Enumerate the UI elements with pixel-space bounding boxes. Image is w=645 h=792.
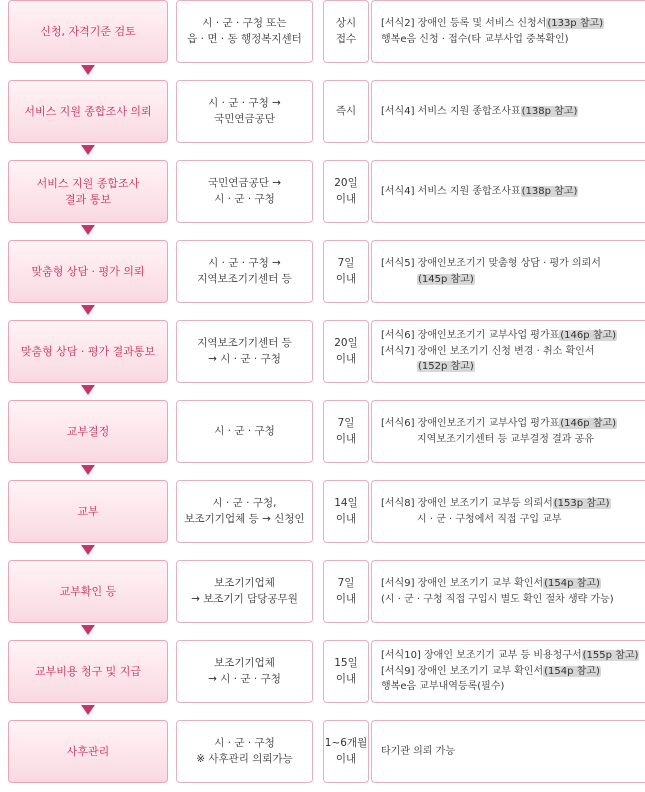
document-line: [381, 328, 645, 344]
flow-row: [0, 480, 645, 545]
step-name: 서비스 지원 종합조사 결과 통보: [8, 160, 168, 223]
document-line: [381, 416, 645, 432]
page-reference: (133p 참고): [547, 18, 604, 29]
document-text: 타기관 의뢰 가능: [381, 745, 455, 757]
step-documents: [371, 160, 645, 223]
step-actor: 시 · 군 · 구청: [176, 400, 313, 463]
step-actor: 시 · 군 · 구청 또는 읍 · 면 · 동 행정복지센터: [176, 0, 313, 63]
document-text: 지역보조기기센터 등 교부결정 결과 공유: [417, 433, 594, 445]
step-documents: [371, 240, 645, 303]
flow-row: [0, 0, 645, 65]
step-documents: [371, 0, 645, 63]
document-text: [서식8] 장애인 보조기기 교부등 의뢰서: [381, 498, 553, 509]
step-documents: [371, 560, 645, 623]
document-text: 행복e음 교부내역등록(필수): [381, 681, 505, 693]
document-line: [381, 496, 645, 512]
document-line: [381, 648, 645, 664]
down-arrow-icon: [81, 225, 95, 235]
step-name: 맞춤형 상담 · 평가 결과통보: [8, 320, 168, 383]
step-actor: 보조기기업체 → 시 · 군 · 구청: [176, 640, 313, 703]
step-name: 교부: [8, 480, 168, 543]
step-name: 교부비용 청구 및 지급: [8, 640, 168, 703]
page-reference: (152p 참고): [418, 361, 474, 373]
step-actor: 시 · 군 · 구청 → 국민연금공단: [176, 80, 313, 143]
step-period: 상시 접수: [323, 0, 369, 63]
document-line: [381, 344, 645, 360]
down-arrow-icon: [81, 305, 95, 315]
step-name: 교부결정: [8, 400, 168, 463]
document-text: [서식4] 서비스 지원 종합조사표: [381, 105, 521, 117]
page-reference: (153p 참고): [553, 498, 610, 509]
document-text: [서식4] 서비스 지원 종합조사표: [381, 185, 521, 197]
document-line: [381, 432, 645, 448]
page-reference: (138p 참고): [521, 105, 578, 117]
document-text: [서식6] 장애인보조기기 교부사업 평가표: [381, 330, 560, 342]
step-period: 14일 이내: [323, 480, 369, 543]
document-text: [서식5] 장애인보조기기 맞춤형 상담 · 평가 의뢰서: [381, 258, 601, 269]
document-text: [서식6] 장애인보조기기 교부사업 평가표: [381, 418, 560, 429]
document-line: [381, 272, 645, 288]
flow-row: [0, 160, 645, 225]
flow-row: [0, 720, 645, 785]
document-text: 행복e음 신청 · 접수(타 교부사업 중복확인): [381, 33, 569, 45]
step-name: 서비스 지원 종합조사 의뢰: [8, 80, 168, 143]
step-period: 7일 이내: [323, 240, 369, 303]
down-arrow-icon: [81, 65, 95, 75]
step-period: 7일 이내: [323, 400, 369, 463]
down-arrow-icon: [81, 625, 95, 635]
document-line: [381, 664, 645, 680]
step-documents: [371, 640, 645, 703]
document-line: [381, 679, 645, 695]
down-arrow-icon: [81, 385, 95, 395]
step-documents: [371, 720, 645, 783]
step-actor: 국민연금공단 → 시 · 군 · 구청: [176, 160, 313, 223]
document-line: [381, 576, 645, 592]
document-line: [381, 32, 645, 48]
document-text: [서식2] 장애인 등록 및 서비스 신청서: [381, 18, 547, 29]
step-documents: [371, 320, 645, 383]
document-line: [381, 592, 645, 608]
step-period: 15일 이내: [323, 640, 369, 703]
page-reference: (155p 참고): [582, 650, 639, 662]
page-reference: (146p 참고): [560, 330, 617, 342]
flow-row: [0, 240, 645, 305]
page-reference: (138p 참고): [521, 185, 578, 197]
page-reference: (145p 참고): [418, 273, 474, 285]
page-reference: (154p 참고): [544, 578, 600, 589]
document-text: (시 · 군 · 구청 직접 구입시 별도 확인 절차 생략 가능): [381, 593, 614, 605]
down-arrow-icon: [81, 145, 95, 155]
step-actor: 시 · 군 · 구청, 보조기기업체 등 → 신청인: [176, 480, 313, 543]
step-period: 7일 이내: [323, 560, 369, 623]
step-documents: [371, 80, 645, 143]
document-line: [381, 16, 645, 32]
document-line: [381, 104, 645, 120]
step-period: 즉시: [323, 80, 369, 143]
document-text: [서식9] 장애인 보조기기 교부 확인서: [381, 578, 544, 589]
down-arrow-icon: [81, 465, 95, 475]
down-arrow-icon: [81, 545, 95, 555]
step-documents: [371, 480, 645, 543]
document-line: [381, 184, 645, 200]
document-text: [서식7] 장애인 보조기기 신청 변경 · 취소 확인서: [381, 345, 595, 357]
step-actor: 지역보조기기센터 등 → 시 · 군 · 구청: [176, 320, 313, 383]
step-name: 신청, 자격기준 검토: [8, 0, 168, 63]
document-line: [381, 512, 645, 528]
step-name: 맞춤형 상담 · 평가 의뢰: [8, 240, 168, 303]
step-name: 사후관리: [8, 720, 168, 783]
step-documents: [371, 400, 645, 463]
document-text: [서식9] 장애인 보조기기 교부 확인서: [381, 665, 544, 677]
document-line: [381, 359, 645, 375]
flow-row: [0, 320, 645, 385]
down-arrow-icon: [81, 705, 95, 715]
step-period: 1~6개월 이내: [323, 720, 369, 783]
step-actor: 시 · 군 · 구청 → 지역보조기기센터 등: [176, 240, 313, 303]
page-reference: (146p 참고): [560, 418, 617, 429]
step-actor: 시 · 군 · 구청 ※ 사후관리 의뢰가능: [176, 720, 313, 783]
step-actor: 보조기기업체 → 보조기기 담당공무원: [176, 560, 313, 623]
document-text: [서식10] 장애인 보조기기 교부 등 비용청구서: [381, 650, 582, 662]
flow-row: [0, 400, 645, 465]
step-period: 20일 이내: [323, 320, 369, 383]
flow-row: [0, 80, 645, 145]
flow-row: [0, 640, 645, 705]
document-line: [381, 744, 645, 760]
page-reference: (154p 참고): [544, 665, 600, 677]
document-text: 시 · 군 · 구청에서 직접 구입 교부: [417, 513, 562, 525]
step-period: 20일 이내: [323, 160, 369, 223]
step-name: 교부확인 등: [8, 560, 168, 623]
flow-row: [0, 560, 645, 625]
document-line: [381, 256, 645, 272]
